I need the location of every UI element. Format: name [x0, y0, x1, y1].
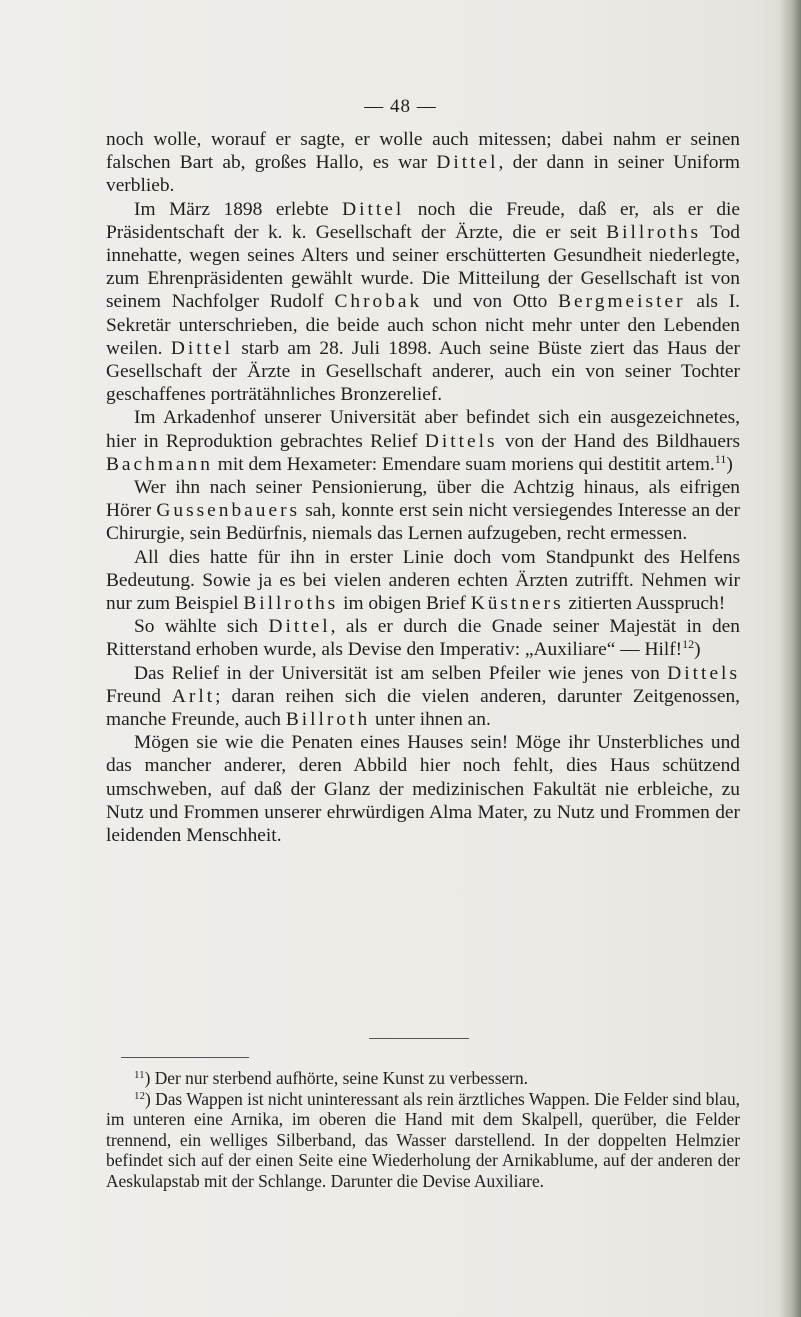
section-end-rule: [369, 1038, 469, 1039]
text-run: , als er durch die Gnade seiner Majestät in den Ritterstand erhoben wurde, als Devise den Imperativ: „Auxiliare“ — Hilf!: [106, 616, 740, 661]
name-chrobak: Chrobak: [334, 291, 423, 313]
name-dittel: Dittel: [436, 152, 499, 174]
text-run: ; daran reihen sich die vielen anderen, darunter Zeitgenossen, manche Freunde, auch: [106, 685, 740, 731]
text-run: Im März 1898 erlebte: [134, 198, 343, 220]
footnote-ref-12: 12: [682, 637, 695, 652]
paragraph-6: [106, 615, 740, 661]
text-run: ): [726, 453, 733, 475]
page-number: — 48 —: [364, 96, 437, 117]
name-dittel: Dittel: [170, 337, 234, 359]
text-run: mit dem Hexameter: Emendare suam moriens qui destitit artem.: [212, 453, 715, 475]
text-run: von der Hand des Bildhauers: [497, 430, 740, 452]
paragraph-5: [106, 546, 740, 616]
text-run: Mögen sie wie die Penaten eines Hauses sein! Möge ihr Unsterbliches und das mancher anderer, deren Abbild hier noch fehlt, dies Haus schützend umschweben, auf daß der Glanz der medizinischen Fakultät nie erbleiche, zu Nutz und Frommen unserer ehrwürdigen Alma Mater, zu Nutz und Frommen der leidenden Menschheit.: [106, 732, 740, 847]
text-run: Das Relief in der Universität ist am selben Pfeiler wie jenes von: [134, 662, 668, 684]
footnote-11: [106, 1068, 740, 1089]
name-dittels: Dittels: [424, 430, 498, 452]
name-dittel: Dittel: [342, 198, 405, 220]
footnote-separator: [121, 1057, 249, 1058]
name-kuestners: Küstners: [470, 593, 564, 615]
name-bergmeister: Bergmeister: [558, 291, 686, 313]
footnote-mark: 12: [134, 1089, 145, 1102]
footnote-text: ) Der nur sterbend aufhörte, seine Kunst zu verbessern.: [144, 1068, 529, 1088]
text-run: noch wolle, worauf er sagte, er wolle auch mitessen; dabei nahm er seinen falschen Bart ab, großes Hallo, es war: [106, 129, 740, 174]
name-gussenbauers: Gussenbauers: [156, 500, 301, 522]
name-dittel: Dittel: [268, 616, 331, 638]
text-run: im obigen Brief: [338, 593, 471, 615]
footnotes: [106, 1068, 740, 1192]
name-billroths: Billroths: [606, 221, 702, 243]
paragraph-7: [106, 662, 740, 732]
text-run: sah, konnte erst sein nicht versiegendes Interesse an der Chirurgie, sein Bedürfnis, niemals das Lernen aufzugeben, recht ermessen.: [106, 500, 740, 545]
name-bachmann: Bachmann: [106, 453, 213, 475]
name-billroth: Billroth: [285, 709, 371, 731]
text-run: unter ihnen an.: [370, 709, 491, 731]
paragraph-8: [106, 731, 740, 847]
paragraph-2: [106, 198, 740, 407]
text-run: Tod innehatte, wegen seines Alters und seiner erschütterten Gesundheit niederlegte, zum Ehrenpräsidenten gewählt wurde. Die Mitteilung der Gesellschaft ist von seinem Nachfolger Rudolf: [106, 221, 740, 313]
footnote-mark: 11: [134, 1069, 145, 1081]
text-run: All dies hatte für ihn in erster Linie doch vom Standpunkt des Helfens Bedeutung. Sowie ja es bei vielen anderen echten Ärzten zutrifft. Nehmen wir nur zum Beispiel: [106, 546, 740, 615]
text-run: noch die Freude, daß er, als er die Präsidentschaft der k. k. Gesellschaft der Ärzte, die er seit: [106, 198, 741, 243]
text-run: Im Arkadenhof unserer Universität aber befindet sich ein ausgezeichnetes, hier in Reproduktion gebrachtes Relief: [106, 407, 740, 452]
name-billroths: Billroths: [243, 593, 339, 615]
text-run: zitierten Ausspruch!: [563, 593, 726, 615]
text-run: ): [694, 639, 701, 661]
page-edge-shadow: [779, 0, 801, 1317]
text-run: Wer ihn nach seiner Pensionierung, über die Achtzig hinaus, als eifrigen Hörer: [106, 477, 740, 522]
text-run: , der dann in seiner Uniform verblieb.: [106, 152, 740, 197]
text-run: als I. Sekretär unterschrieben, die beide auch schon nicht mehr unter den Lebenden weilen.: [106, 291, 740, 359]
body-text: [106, 128, 740, 847]
text-run: starb am 28. Juli 1898. Auch seine Büste ziert das Haus der Gesellschaft der Ärzte in Gesellschaft anderer, auch ein von seiner Tochter geschaffenes porträtähnliches Bronzerelief.: [106, 337, 740, 406]
paragraph-3: [106, 406, 740, 476]
footnote-12: [106, 1089, 740, 1192]
text-run: und von Otto: [422, 291, 559, 313]
footnote-ref-11: 11: [714, 451, 727, 466]
text-run: Freund: [106, 685, 172, 707]
text-run: So wählte sich: [134, 616, 269, 638]
name-dittels: Dittels: [667, 662, 740, 684]
name-arlt: Arlt: [171, 685, 216, 707]
footnote-text: ) Das Wappen ist nicht uninteressant als rein ärztliches Wappen. Die Felder sind blau, im unteren eine Arnika, im oberen die Hand mit dem Skalpell, querüber, die Felder trennend, ein welliges Silberband, das Wasser darstellend. In der doppelten Helmzier befindet sich auf der einen Seite eine Wiederholung der Arnikablume, auf der anderen der Aeskulapstab mit der Schlange. Darunter die Devise Auxiliare.: [106, 1088, 740, 1191]
paragraph-1: [106, 128, 740, 198]
paragraph-4: [106, 476, 740, 546]
